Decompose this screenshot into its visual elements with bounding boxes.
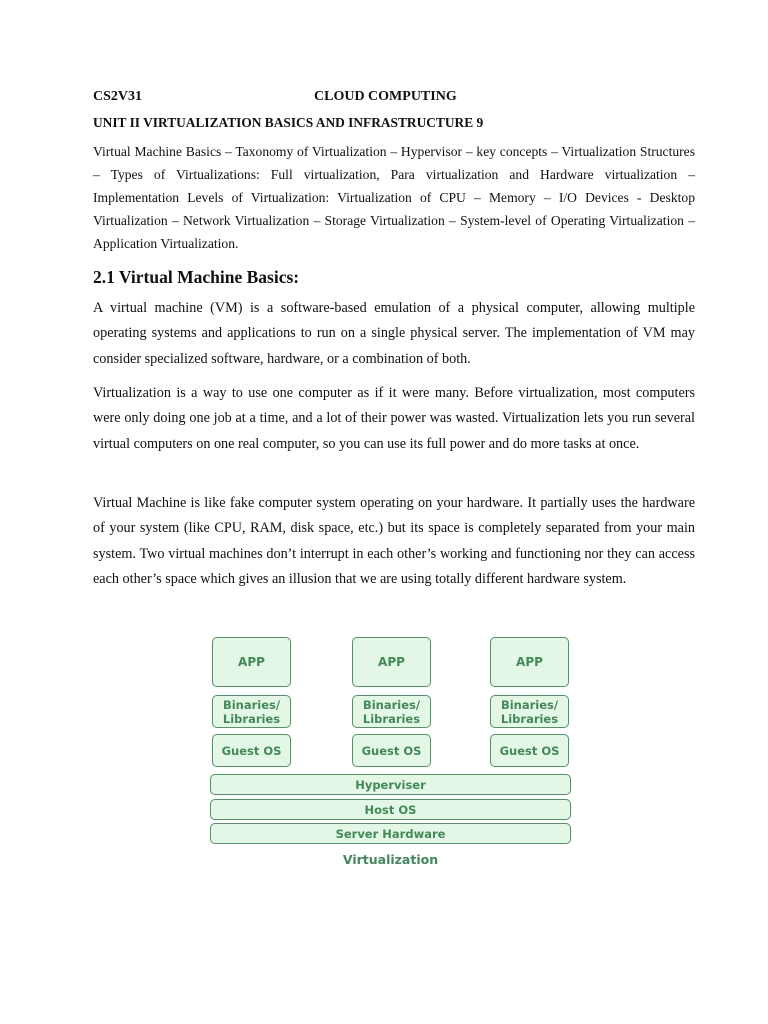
- paragraph-vm-isolation: Virtual Machine is like fake computer system operating on your hardware. It partially uses the hardware of your system (like CPU, RAM, disk space, etc.) but its space is completely separated from your main system. Two virtual machines don’t interrupt in each other’s working and functioning nor they can access each other’s space which gives an illusion that we are using totally different hardware system.: [93, 495, 695, 587]
- vm3-guest-os-box: Guest OS: [490, 734, 569, 767]
- hypervisor-layer: Hyperviser: [210, 774, 571, 795]
- course-code: CS2V31: [93, 89, 143, 104]
- vm2-guest-os-box: Guest OS: [352, 734, 431, 767]
- vm1-binaries-box: Binaries/ Libraries: [212, 695, 291, 728]
- diagram-caption: Virtualization: [342, 852, 439, 867]
- course-title: CLOUD COMPUTING: [314, 89, 457, 104]
- vm1-app-box: APP: [212, 637, 291, 687]
- syllabus-paragraph: Virtual Machine Basics – Taxonomy of Virtualization – Hypervisor – key concepts – Virtualization Structures – Types of Virtualizations: Full virtualization, Para virtualization and Hardware virtualization – Implementation Levels of Virtualization: Virtualization of CPU – Memory – I/O Devices - Desktop Virtualization – Network Virtualization – Storage Virtualization – System-level of Operating Virtualization – Application Virtualization.: [93, 144, 695, 251]
- unit-title: UNIT II VIRTUALIZATION BASICS AND INFRASTRUCTURE 9: [93, 115, 484, 130]
- host-os-layer: Host OS: [210, 799, 571, 820]
- vm1-guest-os-box: Guest OS: [212, 734, 291, 767]
- vm3-binaries-box: Binaries/ Libraries: [490, 695, 569, 728]
- vm2-app-box: APP: [352, 637, 431, 687]
- server-hardware-layer: Server Hardware: [210, 823, 571, 844]
- paragraph-vm-definition: A virtual machine (VM) is a software-based emulation of a physical computer, allowing multiple operating systems and applications to run on a single physical server. The implementation of VM may consider specialized software, hardware, or a combination of both.: [93, 300, 695, 367]
- vm2-binaries-box: Binaries/ Libraries: [352, 695, 431, 728]
- vm3-app-box: APP: [490, 637, 569, 687]
- paragraph-virtualization: Virtualization is a way to use one computer as if it were many. Before virtualization, most computers were only doing one job at a time, and a lot of their power was wasted. Virtualization lets you run several virtual computers on one real computer, so you can use its full power and do more tasks at once.: [93, 385, 695, 452]
- section-heading: 2.1 Virtual Machine Basics:: [93, 267, 300, 287]
